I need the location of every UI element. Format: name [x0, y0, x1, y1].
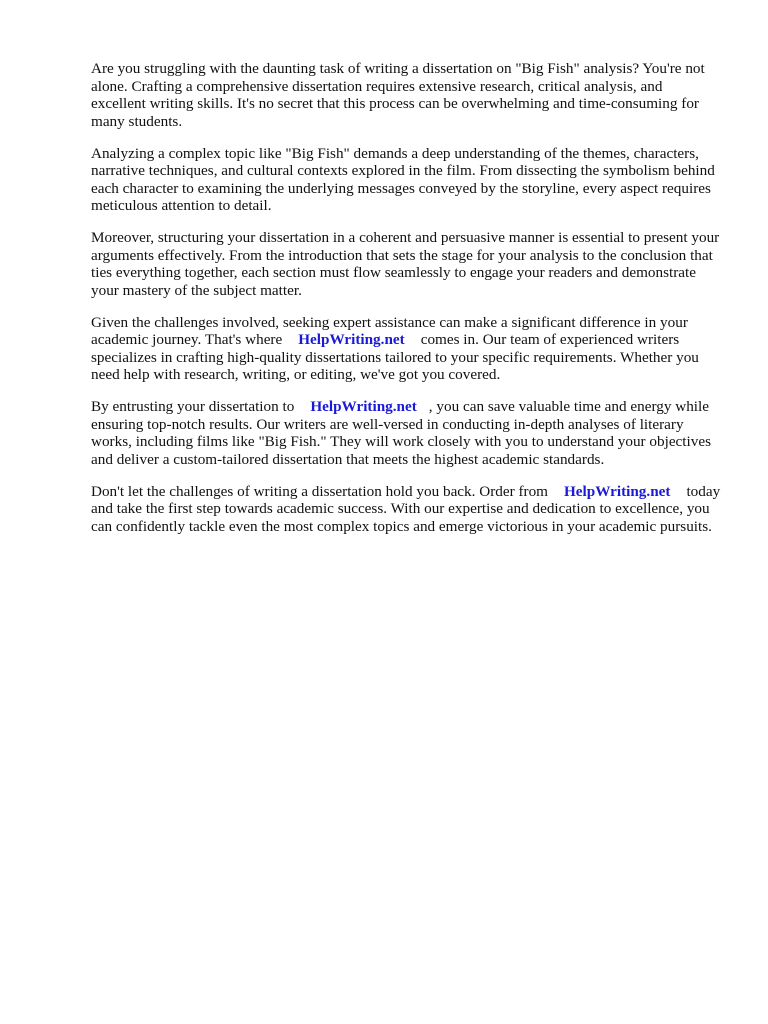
paragraph-entrusting [91, 398, 721, 468]
paragraph-intro: Are you struggling with the daunting task of writing a dissertation on "Big Fish" analysis? You're not alone. Crafting a comprehensive dissertation requires extensive research, critical analysis, and excellent writing skills. It's no secret that this process can be overwhelming and time-consuming for many students. [91, 60, 705, 130]
paragraph-text: today and take the first step towards academic success. With our expertise and dedication to excellence, you can confidently tackle even the most complex topics and emerge victorious in your academic pursuits. [91, 482, 721, 535]
paragraph-analysis: Analyzing a complex topic like "Big Fish" demands a deep understanding of the themes, characters, narrative techniques, and cultural contexts explored in the film. From dissecting the symbolism behind each character to examining the underlying messages conveyed by the storyline, every aspect requires meticulous attention to detail. [91, 144, 715, 214]
helpwriting-link[interactable]: HelpWriting.net [563, 482, 671, 500]
paragraph-assistance [91, 314, 721, 384]
paragraph-text: , you can save valuable time and energy while ensuring top-notch results. Our writers are well-versed in conducting in-depth analyses of literary works, including films like "Big Fish." They will work closely with you to understand your objectives and deliver a custom-tailored dissertation that meets the highest academic standards. [91, 398, 711, 468]
paragraph-closing [91, 483, 721, 536]
paragraph-text: comes in. Our team of experienced writers specializes in crafting high-quality dissertations tailored to your specific requirements. Whether you need help with research, writing, or editing, we've got you covered. [91, 331, 699, 383]
paragraph-structure: Moreover, structuring your dissertation in a coherent and persuasive manner is essential to present your arguments effectively. From the introduction that sets the stage for your analysis to the conclusion that ties everything together, each section must flow seamlessly to engage your readers and demonstrate your mastery of the subject matter. [91, 229, 720, 299]
helpwriting-link[interactable]: HelpWriting.net [298, 331, 405, 348]
paragraph-text: By entrusting your dissertation to [91, 398, 295, 415]
paragraph-text: Don't let the challenges of writing a dissertation hold you back. Order from [91, 482, 548, 500]
helpwriting-link[interactable]: HelpWriting.net [310, 398, 417, 415]
document-body [91, 60, 721, 550]
paragraph-text: Given the challenges involved, seeking expert assistance can make a significant difference in your academic journey. That's where [91, 313, 688, 348]
